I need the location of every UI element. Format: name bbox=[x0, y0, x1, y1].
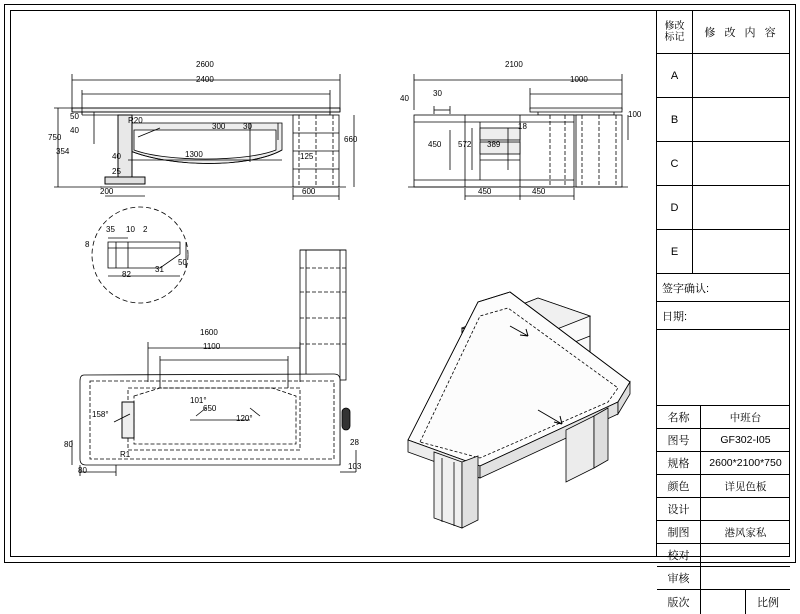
spec-value-drafter: 港风家私 bbox=[724, 526, 767, 539]
plan-dim-650: 650 bbox=[203, 404, 217, 413]
title-block bbox=[656, 10, 790, 609]
spec-value-size: 2600*2100*750 bbox=[709, 457, 782, 469]
revision-content-label: 修 改 内 容 bbox=[704, 26, 779, 39]
spec-row-size bbox=[657, 452, 790, 475]
plan-dim-103: 103 bbox=[348, 462, 362, 471]
spec-value-drawing-no: GF302-I05 bbox=[720, 434, 771, 446]
plan-dim-1100: 1100 bbox=[203, 342, 221, 351]
side-dim-450a: 450 bbox=[428, 140, 442, 149]
detail-dim-2: 2 bbox=[143, 225, 148, 234]
side-dim-100: 100 bbox=[628, 110, 642, 119]
revision-row-e bbox=[657, 230, 790, 274]
spec-label-color: 颜色 bbox=[657, 475, 701, 497]
front-dim-300: 300 bbox=[212, 122, 226, 131]
front-dim-750: 750 bbox=[48, 133, 62, 142]
spec-label-checker: 校对 bbox=[657, 544, 701, 566]
spec-label-drafter: 制图 bbox=[657, 521, 701, 543]
front-dim-1300: 1300 bbox=[185, 150, 203, 159]
side-dim-450b: 450 bbox=[478, 187, 492, 196]
front-dim-660: 660 bbox=[344, 135, 358, 144]
spec-label-size: 规格 bbox=[657, 452, 701, 474]
front-dim-25: 25 bbox=[112, 167, 121, 176]
revision-header-row bbox=[657, 10, 790, 54]
revision-letter-a: A bbox=[657, 54, 693, 97]
side-dim-1000: 1000 bbox=[570, 75, 588, 84]
plan-dim-80a: 80 bbox=[64, 440, 73, 449]
revision-letter-d: D bbox=[657, 186, 693, 229]
detail-dim-82: 82 bbox=[122, 270, 131, 279]
front-dim-2600: 2600 bbox=[196, 60, 214, 69]
plan-dim-r1: R1 bbox=[120, 450, 131, 459]
front-dim-200: 200 bbox=[100, 187, 114, 196]
revision-row-d bbox=[657, 186, 790, 230]
spec-row-drawing-no bbox=[657, 429, 790, 452]
spec-row-drafter bbox=[657, 521, 790, 544]
footer-row bbox=[657, 590, 790, 614]
date-row: 日期: bbox=[657, 302, 790, 330]
side-dim-30: 30 bbox=[433, 89, 442, 98]
front-dim-600: 600 bbox=[302, 187, 316, 196]
spec-value-name: 中班台 bbox=[729, 411, 762, 424]
front-dim-40b: 40 bbox=[112, 152, 121, 161]
revision-row-b bbox=[657, 98, 790, 142]
plan-dim-1600: 1600 bbox=[200, 328, 218, 337]
side-dim-450c: 450 bbox=[532, 187, 546, 196]
spec-row-color bbox=[657, 475, 790, 498]
spec-label-approver: 审核 bbox=[657, 567, 701, 589]
front-dim-354: 354 bbox=[56, 147, 70, 156]
spec-row-approver bbox=[657, 567, 790, 590]
revision-letter-b: B bbox=[657, 98, 693, 141]
side-dim-18: 18 bbox=[518, 122, 527, 131]
drawing-canvas bbox=[10, 10, 670, 567]
plan-angle-101: 101° bbox=[190, 396, 207, 405]
side-dim-389: 389 bbox=[487, 140, 501, 149]
revision-row-c bbox=[657, 142, 790, 186]
side-dim-2100: 2100 bbox=[505, 60, 523, 69]
spec-label-drawing-no: 图号 bbox=[657, 429, 701, 451]
spec-value-color: 详见色板 bbox=[724, 480, 767, 493]
front-dim-40a: 40 bbox=[70, 126, 79, 135]
front-dim-2400: 2400 bbox=[196, 75, 214, 84]
side-dim-572: 572 bbox=[458, 140, 472, 149]
front-dim-125: 125 bbox=[300, 152, 314, 161]
front-dim-r20: R20 bbox=[128, 116, 143, 125]
spec-label-name: 名称 bbox=[657, 406, 701, 428]
front-elevation-geometry bbox=[54, 74, 354, 200]
detail-dim-8: 8 bbox=[85, 240, 90, 249]
edge-detail-geometry bbox=[92, 207, 188, 303]
detail-dim-31: 31 bbox=[155, 265, 164, 274]
spec-row-design bbox=[657, 498, 790, 521]
detail-dim-10: 10 bbox=[126, 225, 135, 234]
revision-letter-e: E bbox=[657, 230, 693, 273]
top-plan-geometry bbox=[72, 250, 356, 476]
revision-letter-c: C bbox=[657, 142, 693, 185]
revision-row-a bbox=[657, 54, 790, 98]
front-dim-50: 50 bbox=[70, 112, 79, 121]
detail-dim-50: 50 bbox=[178, 258, 187, 267]
plan-angle-158: 158° bbox=[92, 410, 109, 419]
side-dim-40: 40 bbox=[400, 94, 409, 103]
plan-angle-120: 120° bbox=[236, 414, 253, 423]
isometric-view-geometry bbox=[408, 292, 630, 528]
spec-label-design: 设计 bbox=[657, 498, 701, 520]
plan-dim-28: 28 bbox=[350, 438, 359, 447]
title-block-spacer bbox=[657, 330, 790, 406]
revision-mark-label: 修改 标记 bbox=[657, 10, 693, 53]
footer-label-scale: 比例 bbox=[757, 597, 779, 609]
spec-row-checker bbox=[657, 544, 790, 567]
plan-dim-80b: 80 bbox=[78, 466, 87, 475]
signature-row: 签字确认: bbox=[657, 274, 790, 302]
detail-dim-35: 35 bbox=[106, 225, 115, 234]
footer-label-edition: 版次 bbox=[657, 590, 701, 614]
spec-row-name bbox=[657, 406, 790, 429]
front-dim-30: 30 bbox=[243, 122, 252, 131]
footer-value-edition bbox=[701, 590, 746, 614]
